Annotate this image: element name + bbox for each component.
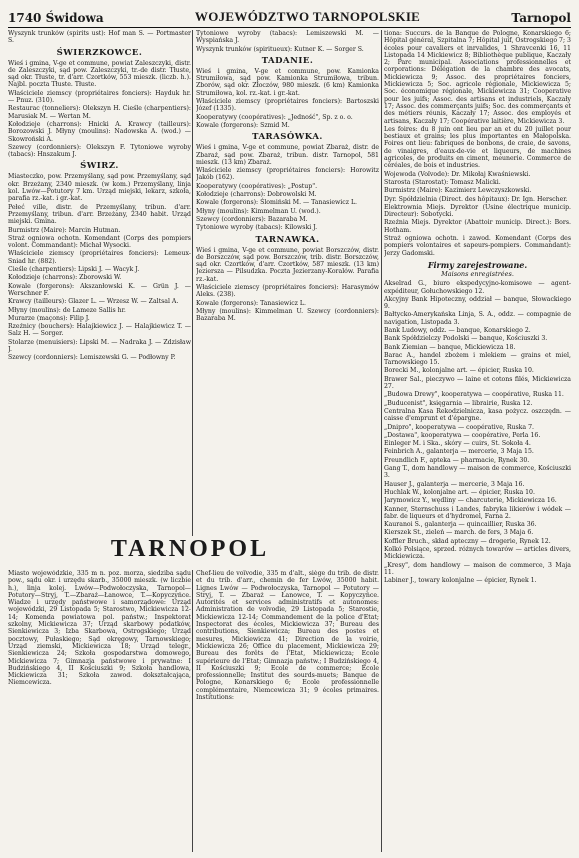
directory-entry: Murarze (maçons): Filip J. xyxy=(8,314,90,322)
directory-entry: Szewcy (cordonniers): Bazaraba M. xyxy=(196,215,308,223)
directory-entry: Restaurac (tonneliers): Olekszyn H. Cieśle (charpentiers): Marusiak M. — Wertan M. xyxy=(8,105,191,120)
directory-entry: Burmistrz (Maire): Kazimierz Lewczyszkowski. xyxy=(384,187,532,195)
directory-entry: Kowale (forgerons): Tanasiewicz L. xyxy=(196,299,306,307)
column-divider xyxy=(192,30,193,536)
directory-entry: Stolarze (menuisiers): Lipski M. — Nadraka J. — Zdzisław J. xyxy=(8,338,191,353)
directory-entry: Kauranoi S., galanterja — quincaillier, Ruska 36. xyxy=(384,521,537,529)
page-number: 1740 xyxy=(8,11,42,25)
directory-entry: Brawer Sal., pieczywo — laine et cotons filés, Mickiewicza 27. xyxy=(384,375,571,391)
column-divider xyxy=(381,30,382,852)
column-divider xyxy=(192,570,193,852)
directory-entry: Kanner, Sternschuss i Landes, fabryka likierów i wódek — fabr. de liqueurs et d'hydromel, Farna 2. xyxy=(384,505,571,520)
directory-entry: Koffler Bruch., skład apteczny — drogerie, Rynek 12. xyxy=(384,537,551,545)
directory-entry: Kowale (forgerons): Szmid M. xyxy=(196,121,290,129)
directory-entry: Barac A., handel zbożem i mlekiem — grains et miel, Tarnowskiego 15. xyxy=(384,351,571,367)
entry-heading: TARNAWKA. xyxy=(255,234,320,245)
column-4 xyxy=(8,570,191,852)
directory-entry: Wojewoda (Voïvode): Dr. Mikołaj Kwaśniewski. xyxy=(384,170,531,178)
entry-heading: TARASÓWKA. xyxy=(252,132,323,143)
directory-entry: Kowale (forgerons): Ślomiński M. — Tanasiewicz L. xyxy=(196,199,358,207)
directory-entry: Huchlak W., kolonjalne art. — épicier, Ruska 10. xyxy=(384,488,535,496)
directory-entry: Gang T., dom handlowy — maison de commerce, Kościuszki 3. xyxy=(384,465,571,480)
directory-entry: Właściciele ziemscy (propriétaires fonciers): Lemeux-Sniad hr. (882). xyxy=(8,250,191,265)
directory-entry: „Dostawa", kooperatywa — coopérative, Perla 16. xyxy=(384,431,541,439)
header-right-label: Tarnopol xyxy=(511,11,571,25)
directory-entry: Młyny (moulins): Kimmelman U. (wod.). xyxy=(196,207,321,215)
directory-entry: Kołodzieje (charrons): Hnicki A. Krawcy (tailleurs): Borozowski J. Młyny (moulins): Nadowska A. (wod.) — Skowroński A. xyxy=(8,120,191,143)
directory-entry: Centralna Kasa Rekodzielnicza, kasa pożycz. oszczędn. — caisse d'emprunt et d'épargne. xyxy=(384,407,571,423)
directory-entry: Bałtycko-Amerykańska Linja, S. A., oddz. — compagnie de navigation, Listopada 3. xyxy=(384,311,571,326)
directory-entry: Właściciele ziemscy (propriétaires fonciers): Horowitz Jakób (162). xyxy=(196,167,379,182)
directory-entry: Jarymowicz Y., wędliny — charcuterie, Mickiewicza 16. xyxy=(384,497,557,505)
directory-entry: tiona: Succurs. de la Banque de Pologne, Konarskiego 6; Hôpital général, Szpitalna 7; Hôpital juif, Ostrogskiego 7; 3 écoles pour cavaliers et inrvalides, 1 Shravcenki 16, 11 Listopada 14 Mickiewicz 8; Bibliothèque publique, Kaczały 2; Parc municipal. Associations professionnelles et corporations: Délégation de la chambre des avocats, Mickiewicza 9; Assoc. des propriétaires fonciers, Mickiewicza 5; Soc. agricole régionale, Mickiewicza 5; Soc. économique régionale, Mickiewicza 31; Cooperative pour les juifs; Assoc. des artisans et industriels, Kaczały 17; Assoc. des commerçants juifs; Soc. des commerçants et des métiers réunis, Kaczały 17; Assoc. des employés et artisans, Kaczały 17; Coopérative laitière, Mickiewicza 3. xyxy=(384,30,571,125)
directory-entry: Chef-lieu de voïvodie, 335 m d'alt., siège du trib. de distr. et du trib. d'arr., chemin de fer Lwów, 35000 habit. Lignes Lwów — Podwołoczyska, Tarnopol — Potutory — Stryj, T. — Zbaraż — Łanowce, T. — Kopyczyńce. Autorités et services administratifs et autonomes: Administration de voïvodie, 29 Listopada 5; Starostie, Mickiewicza 12-14; Commandement de la police d'Etat; Inspectorat des écoles, Mickiewicza 37; Bureau des contributions, Sienkiewicza; Bureau des postes et mesures, Mickiewicza 41; Direction de la voirie, Mickiewicza 26; Office du placement, Mickiewicza 29; Bureau des forêts de l'Etat, Mickiewicza; Ecole supérieure de l'Etat; Gimnazja państw.; I Budzińskiego 4, II Kościuszki 9; Ecole de commerce; Ecole professionnelle; Institut des sourds-muets; Banque de Pologne, Konarskiego 6; Ecole professionnelle complémentaire, Niemcewicza 31; 9 écoles primaires. Institutions: xyxy=(196,570,379,702)
directory-entry: Wieś i gmina, V-ge et commune, pow. Kamionka Strumiłowa, sąd pow. Kamionka Strumiłowa, tribun. Zborów, sąd okr. Złoczów, 980 mieszk. (6 km) Kamionka Strumiłowa, kol. rz.-kat. i gr.-kat. xyxy=(196,67,379,97)
directory-entry: Wieś i gmina, V-ge et commune, powiat Borszczów, distr. de Borszczów, sąd pow. Borszczów, trib. distr. Borszczów, sąd okr. Czortków, d'arr. Czortków, 587 mieszk. (13 km) Jeziersza — Pilsudzka. Poczta Jezierzany-Koralów. Parafia rz.-kat. xyxy=(196,246,379,283)
directory-entry: Rzeźnia Miejs. Dyrektor (Abattoir municip. Direct.): Bors. Hotham. xyxy=(384,219,571,234)
directory-entry: Właściciele ziemscy (propriétaires fonciers): Harasymów Aleks. (238). xyxy=(196,284,379,299)
directory-entry: Cieśle (charpentiers): Lipski J. — Wacyk J. xyxy=(8,266,140,274)
directory-entry: Elektrownia Miejs. Dyrektor (Usine électrique municip. Directeur): Sobotycki. xyxy=(384,203,571,219)
directory-entry: Bank Ziemian — banque, Mickiewicza 18. xyxy=(384,343,516,351)
column-3 xyxy=(384,30,571,850)
directory-entry: Starosta (Starostat): Tomasz Malicki. xyxy=(384,178,501,186)
directory-entry: Bank Spółdzielczy Podolski — banque, Kościuszki 3. xyxy=(384,335,548,343)
directory-entry: Kierszek St., zieleń — march. de fers, 3 Maja 6. xyxy=(384,529,534,537)
directory-entry: Pełeć ville, distr. de Przemyślany, tribun. d'arr. Przemyślany, tribun. d'arr. Brzeżany, 2340 habit. Urząd miejski. Gmina. xyxy=(8,203,191,226)
directory-entry: Kowale (forgerons): Akszanłowski K. — Grün J. — Werschner F. xyxy=(8,282,191,297)
directory-entry: Bank Ludowy, oddz. — banque, Konarskiego 2. xyxy=(384,326,531,334)
directory-entry: Właściciele ziemscy (propriétaires fonciers): Hayduk hr. — Pnuz. (310). xyxy=(8,89,191,105)
directory-entry: Einleger M. i Ska., skóry — cuirs, St. Sokoła 4. xyxy=(384,440,531,448)
directory-entry: Wieś i gmina, V-ge et commune, powiat Zaleszczyki, distr. de Zaleszczyki, sąd pow. Zaleszczyki, tr.-de distr. Tłuste, sąd okr. Tłuste, tr. d'arr. Czortków, 553 mieszk. (liczb. h.). Najbl. poczta Tłuste. Tłuste. xyxy=(8,59,191,89)
directory-entry: Miasto wojewódzkie, 335 m n. poz. morza, siedziba sądu pow., sądu okr. i urzędu skarb., 35000 mieszk. (w liczbie h.), linja kolej. Lwów—Podwołoczyska, Tarnopol—Potutory—Stryj, T.—Zbaraż—Łanowce, T.—Kopyczyńce. Wiadze i urzędy państwowe i samorządowe: Urząd wojewódzki, 29 Listopada 5; Starostwo, Mickiewicza 12-14; Komenda powiatowa pol. państw.; Inspektorat szkolny, Mickiewicza 37; Urząd skarbowy podatków, Sienkiewicza 3; Izba Skarbowa, Ostrogskiego; Urząd pocztowy, Pułaskiego; Sąd okręgowy, Tarnowskiego; Urząd ziemski, Mickiewicza 18; Urząd telegr., Sienkiewicza 24; Szkoła gospodarstwa domowego, Mickiewicza 7; Gimnazja państwowe i prywatne: I Budzińskiego 4, II Kościuszki 9; Szkoła handlowa, Mickiewicza 31; Szkoła zawod. dokształcająca, Niemcewicza. xyxy=(8,570,191,687)
directory-entry: Hauser J., galanterja — mercerie, 3 Maja 16. xyxy=(384,480,525,488)
directory-entry: Wyszynk trunków (spiritueux): Kutner K. — Sorger S. xyxy=(196,45,364,53)
directory-entry: Akselrad G., biuro ekspedycyjno-komisowe — agent-expéditeur, Gołuchowskiego 12. xyxy=(384,280,571,295)
directory-entry: Kolkó Polsiące, sprzed. różnych towarów — articles divers, Mickiewicza. xyxy=(384,546,571,561)
directory-entry: „Dnipro", kooperatywa — coopérative, Ruska 7. xyxy=(384,423,534,431)
directory-entry: Kołodzieje (charrons): Zborowski W. xyxy=(8,274,122,282)
directory-entry: Kołodzieje (charrons): Dobrowolski M. xyxy=(196,191,317,199)
directory-entry: Młyny (moulins): Kimmelman U. Szewcy (cordonniers): Bazaraba M. xyxy=(196,307,379,323)
entry-heading: ŚWIERZKOWCE. xyxy=(56,47,143,58)
column-5 xyxy=(196,570,379,852)
directory-entry: Freundlich F., apteka — pharmacie, Rynek 30. xyxy=(384,456,530,464)
directory-entry: Wyszynk trunków (spirits ust): Hof man S. — Portmaster S. xyxy=(8,30,191,45)
directory-entry: Krawcy (tailleurs): Glazer L. — Wrzesz W. — Zaltsal A. xyxy=(8,298,179,306)
directory-entry: Les foires: du 8 juin ont lieu par an et du 20 juillet pour bestiaux et grains; les plus importantes en Małopolska. Foires ont lieu: fabriques de bonbons, de craie, de savons, de vinaigres, d'eaux-de-vie et liqueurs, de machines agricoles, de produits en ciment, meunerie. Commerce de céréales, de bois et industries. xyxy=(384,125,571,170)
directory-entry: Straż ogniowa ochotn. i zawod. Komendant (Corps des pompiers volontaires et sapeurs-pompiers. Commandant): Jerzy Gadomski. xyxy=(384,235,571,257)
directory-entry: Feinbrich A., galanterja — mercerie, 3 Maja 15. xyxy=(384,448,534,456)
directory-entry: Właściciele ziemscy (propriétaires fonciers): Bartoszski Józef (1335). xyxy=(196,98,379,113)
page-number-and-section xyxy=(8,11,104,25)
page-title: WOJEWÓDZTWO TARNOPOLSKIE xyxy=(194,9,421,24)
directory-entry: Dyr. Spółdzielnia (Direct. des hôpitaux): Dr. Ign. Herscher. xyxy=(384,195,568,203)
directory-entry: Tytoniowe wyroby (tabacs): Lemiszewski M. — Wyspiańska J. xyxy=(196,30,379,45)
entry-heading: ŚWIRZ. xyxy=(80,161,119,172)
column-2 xyxy=(196,30,379,540)
directory-entry: Szewcy (cordonniers): Lemiszewski G. — Podłowny P. xyxy=(8,354,176,362)
directory-entry: Straż ogniowa ochotn. Komendant (Corps des pompiers volont. Commandant): Michał Wysocki. xyxy=(8,234,191,250)
section-heading-tarnopol: TARNOPOL xyxy=(110,536,270,562)
column-1 xyxy=(8,30,191,540)
directory-entry: Akcyjny Bank Hipoteczny, oddział — banque, Słowackiego 9. xyxy=(384,295,571,311)
directory-entry: Kooperatywy (coopératives): „Jedność", Sp. z o. o. xyxy=(196,113,353,121)
directory-entry: Młyny (moulins): de Lameze Sallis hr. xyxy=(8,306,126,314)
section-name: Świdowa xyxy=(45,11,104,25)
directory-entry: Borecki M., kolonjalne art. — épicier, Ruska 10. xyxy=(384,367,534,375)
entry-heading: TADANIE. xyxy=(261,55,314,66)
directory-entry: Rzeźnicy (bouchers): Halajkiewicz J. — Halajkiewicz T. — Salz H. — Sorger. xyxy=(8,323,191,338)
directory-entry: „Kresy", dom handlowy — maison de commerce, 3 Maja 11. xyxy=(384,561,571,576)
directory-entry: Wieś i gmina, V-ge et commune, powiat Zbaraż, distr. de Zbaraż, sąd pow. Zbaraż, tribun. distr. Tarnopol, 581 mieszk. (13 km) Zbaraż. xyxy=(196,144,379,166)
directory-entry: „Buducenist", księgarnia — librairie, Ruska 12. xyxy=(384,399,533,407)
directory-entry: Burmistrz (Maire): Marcin Hutman. xyxy=(8,226,121,234)
directory-entry: „Budowa Drewy", kooperatywa — coopérative, Ruska 11. xyxy=(384,391,564,399)
page-header xyxy=(8,3,571,28)
directory-entry: Szewcy (cordonniers): Olekszyn F. Tytoniowe wyroby (tabacs): Hnszakum J. xyxy=(8,143,191,159)
entry-heading: Firmy zarejestrowane. xyxy=(427,259,528,270)
directory-entry: Maisons enregistrées. xyxy=(441,269,514,278)
directory-entry: Kooperatywy (coopératives): „Postup". xyxy=(196,182,318,190)
directory-entry: Tytoniowe wyroby (tabacs): Kilowski J. xyxy=(196,224,318,232)
directory-entry: Miasteczko, pow. Przemyślany, sąd pow. Przemyślany, sąd okr. Brzeżany, 2340 mieszk. (w kom.) Przemyślany, linja kol. Lwów—Potutory 7 km. Urząd miejski, lekarz, szkoła, parafia rz.-kat. i gr.-kat. xyxy=(8,173,191,203)
directory-entry: Labiner J., towary kolonjalne — épicier, Rynek 1. xyxy=(384,577,537,585)
